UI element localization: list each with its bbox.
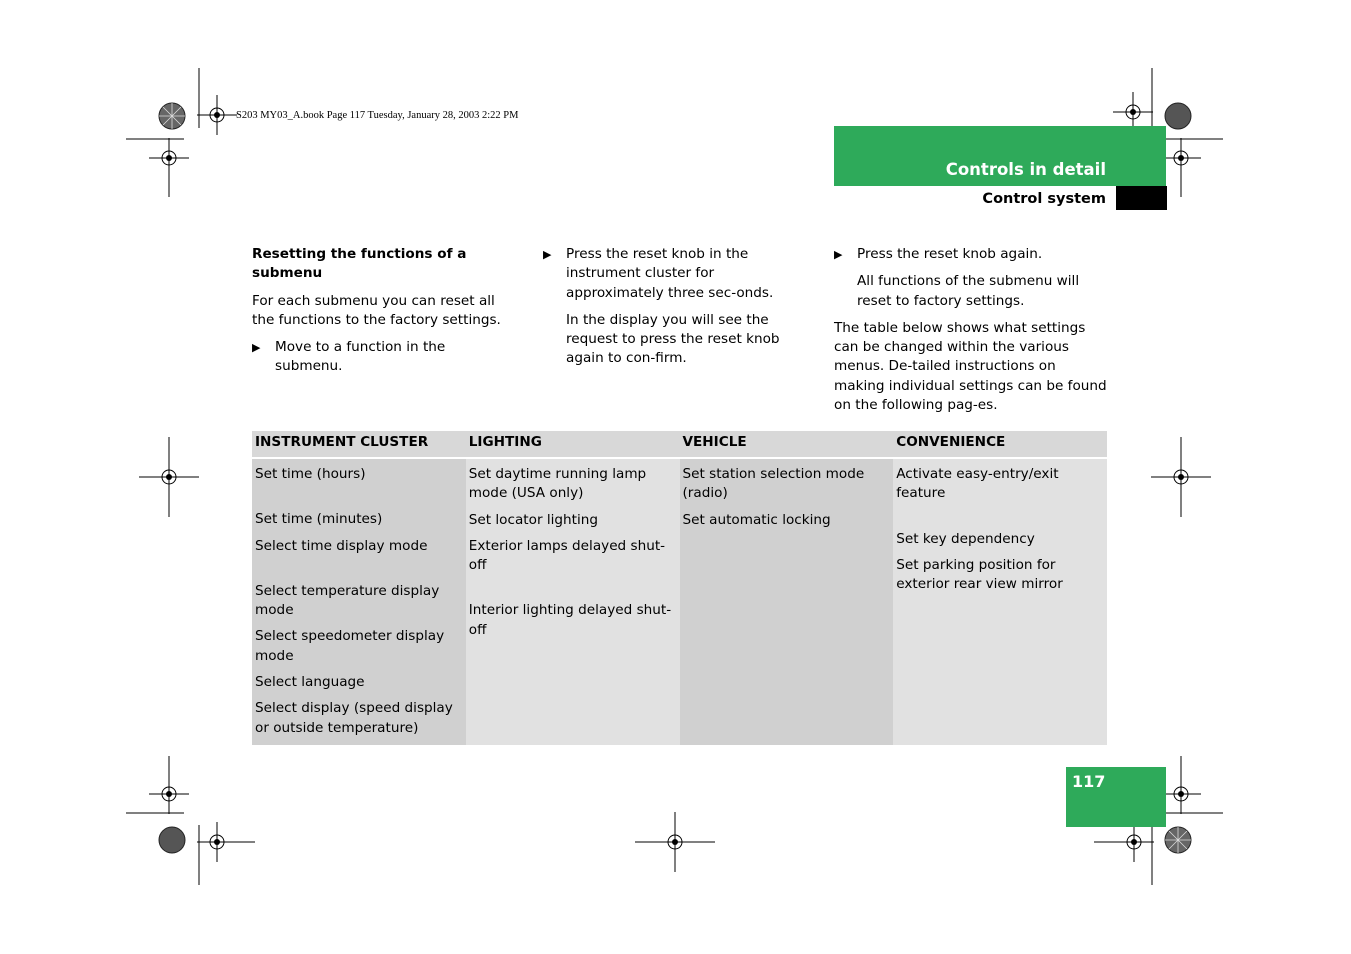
lighting-column	[466, 458, 680, 745]
starburst-registration-icon	[1164, 826, 1192, 854]
paragraph: In the display you will see the request to press the reset knob again to con-firm.	[566, 311, 780, 367]
instruction-step	[252, 338, 514, 377]
instruction-step	[543, 245, 815, 303]
section-title: Controls in detail	[945, 160, 1106, 179]
text-column-2	[543, 245, 815, 369]
crosshair-registration-mark-icon	[149, 138, 189, 178]
starburst-registration-icon	[158, 826, 186, 854]
triangle-bullet-icon: ▶	[834, 248, 843, 261]
table-cell: Set time (minutes)	[255, 511, 383, 528]
crosshair-registration-mark-icon	[139, 437, 199, 517]
crosshair-registration-mark-icon	[1151, 437, 1211, 517]
table-cell: Set time (hours)	[255, 466, 366, 482]
table-cell: Set station selection mode (radio)	[682, 466, 865, 502]
vehicle-column	[680, 458, 894, 745]
paragraph: All functions of the submenu will reset to factory settings.	[857, 273, 1080, 309]
convenience-column	[893, 458, 1107, 745]
triangle-bullet-icon: ▶	[252, 341, 261, 355]
crosshair-registration-mark-icon	[149, 774, 189, 814]
starburst-registration-icon	[158, 102, 186, 130]
crosshair-registration-mark-icon	[197, 822, 257, 862]
table-cell: Select time display mode	[255, 537, 428, 554]
section-subtitle: Control system	[982, 191, 1106, 207]
instruction-text: Move to a function in the submenu.	[275, 339, 446, 375]
column-header: VEHICLE	[680, 431, 894, 458]
instrument-cluster-column	[252, 458, 466, 745]
table-cell: Select display (speed display or outside temperature)	[255, 700, 453, 736]
table-header-row	[252, 431, 1107, 458]
column-header: CONVENIENCE	[893, 431, 1107, 458]
table-cell: Set parking position for exterior rear view mirror	[896, 556, 1063, 593]
table-cell: Select temperature display mode	[255, 582, 440, 619]
table-cell: Activate easy-entry/exit feature	[896, 466, 1059, 502]
settings-table	[252, 431, 1107, 745]
crosshair-registration-mark-icon	[197, 95, 237, 135]
crosshair-registration-mark-icon	[1161, 138, 1201, 178]
crosshair-registration-mark-icon	[635, 812, 715, 872]
instruction-text: Press the reset knob in the instrument cluster for approximately three sec-onds.	[566, 246, 774, 301]
instruction-step	[834, 245, 1109, 264]
text-column-1	[252, 245, 514, 377]
page-number: 117	[1072, 772, 1106, 791]
triangle-bullet-icon: ▶	[543, 248, 552, 261]
table-cell: Exterior lamps delayed shut-off	[468, 537, 666, 574]
crosshair-registration-mark-icon	[1094, 822, 1154, 862]
crosshair-registration-mark-icon	[1161, 774, 1201, 814]
paragraph: For each submenu you can reset all the functions to the factory settings.	[252, 292, 501, 328]
print-info: S203 MY03_A.book Page 117 Tuesday, January 28, 2003 2:22 PM	[236, 110, 519, 121]
starburst-registration-icon	[1164, 102, 1192, 130]
table-cell: Set locator lighting	[468, 511, 598, 528]
table-cell: Set daytime running lamp mode (USA only)	[468, 466, 647, 502]
table-cell: Set key dependency	[896, 530, 1035, 547]
section-heading: Resetting the functions of a submenu	[252, 246, 467, 282]
column-header: INSTRUMENT CLUSTER	[252, 431, 466, 458]
table-cell: Set automatic locking	[682, 511, 831, 528]
table-cell: Select language	[255, 674, 365, 691]
table-cell: Select speedometer display mode	[255, 628, 445, 664]
column-header: LIGHTING	[466, 431, 680, 458]
paragraph: The table below shows what settings can be changed within the various menus. De-tailed instructions on making individual settings can be found on the following pag-es.	[834, 319, 1107, 414]
text-column-3	[834, 245, 1109, 415]
subtitle-tab-marker	[1116, 186, 1167, 210]
table-row	[252, 458, 1107, 745]
instruction-text: Press the reset knob again.	[857, 246, 1043, 262]
table-cell: Interior lighting delayed shut-off	[468, 602, 672, 638]
